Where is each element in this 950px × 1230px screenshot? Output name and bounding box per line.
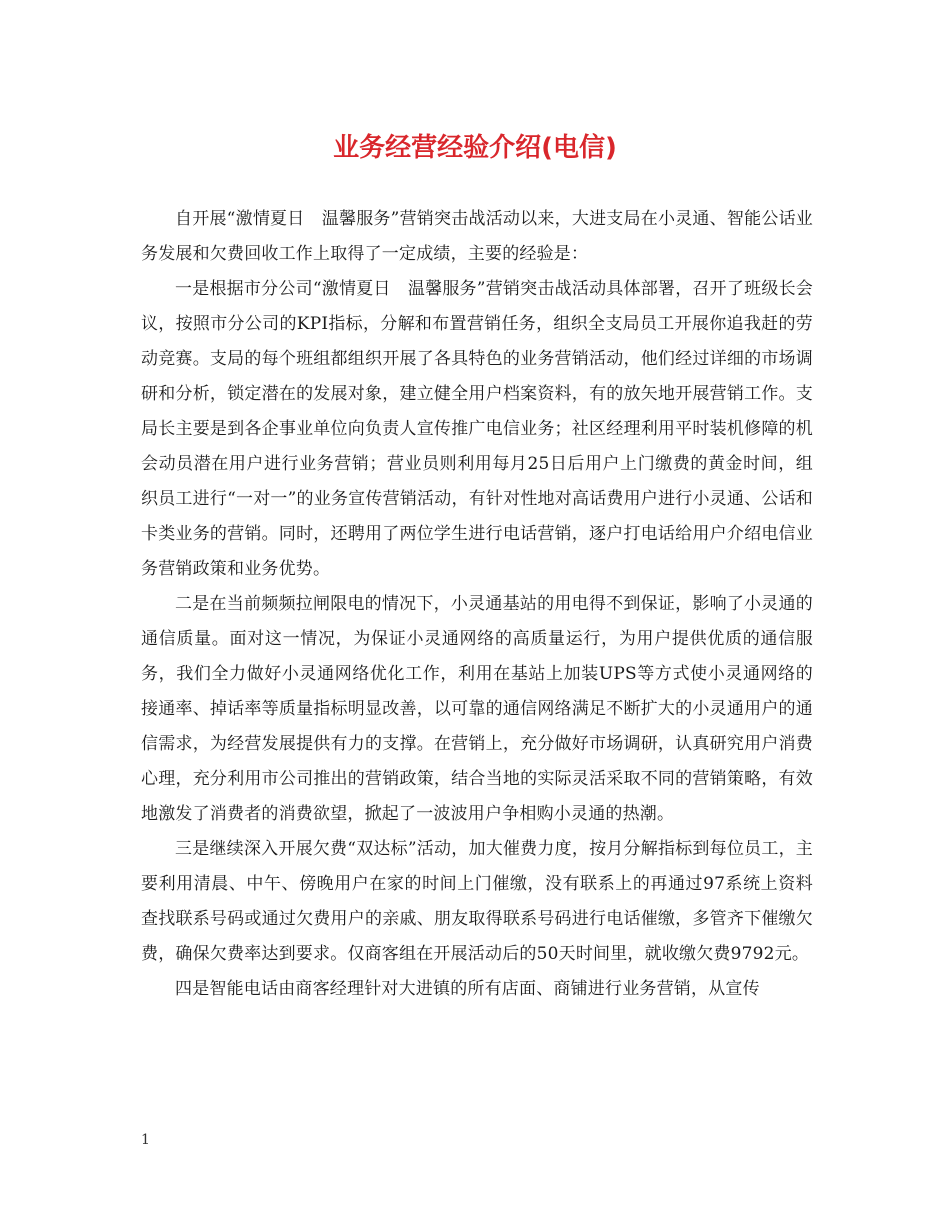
paragraph-point-one: 一是根据市分公司“激情夏日 温馨服务”营销突击战活动具体部署，召开了班级长会议，按照市分公司的KPI指标，分解和布置营销任务，组织全支局员工开展你追我赶的劳动竞赛。支局的每个班组都组织开展了各具特色的业务营销活动，他们经过详细的市场调研和分析，锁定潜在的发展对象，建立健全用户档案资料，有的放矢地开展营销工作。支局长主要是到各企事业单位向负责人宣传推广电信业务；社区经理利用平时装机修障的机会动员潜在用户进行业务营销；营业员则利用每月25日后用户上门缴费的黄金时间，组织员工进行“一对一”的业务宣传营销活动，有针对性地对高话费用户进行小灵通、公话和卡类业务的营销。同时，还聘用了两位学生进行电话营销，逐户打电话给用户介绍电信业务营销政策和业务优势。 [141, 279, 813, 579]
paragraph-intro: 自开展“激情夏日 温馨服务”营销突击战活动以来，大进支局在小灵通、智能公话业务发展和欠费回收工作上取得了一定成绩，主要的经验是： [141, 209, 813, 264]
page-title: 业务经营经验介绍(电信) [333, 133, 617, 163]
document-body [141, 202, 813, 1007]
paragraph-point-three: 三是继续深入开展欠费“双达标”活动，加大催费力度，按月分解指标到每位员工，主要利用清晨、中午、傍晚用户在家的时间上门催缴，没有联系上的再通过97系统上资料查找联系号码或通过欠费用户的亲戚、朋友取得联系号码进行电话催缴，多管齐下催缴欠费，确保欠费率达到要求。仅商客组在开展活动后的50天时间里，就收缴欠费9792元。 [141, 839, 813, 964]
paragraph-point-two: 二是在当前频频拉闸限电的情况下，小灵通基站的用电得不到保证，影响了小灵通的通信质量。面对这一情况，为保证小灵通网络的高质量运行，为用户提供优质的通信服务，我们全力做好小灵通网络优化工作，利用在基站上加装UPS等方式使小灵通网络的接通率、掉话率等质量指标明显改善，以可靠的通信网络满足不断扩大的小灵通用户的通信需求，为经营发展提供有力的支撑。在营销上，充分做好市场调研，认真研究用户消费心理，充分利用市公司推出的营销政策，结合当地的实际灵活采取不同的营销策略，有效地激发了消费者的消费欲望，掀起了一波波用户争相购小灵通的热潮。 [141, 594, 813, 824]
page-number: 1 [141, 1132, 150, 1148]
paragraph-point-four: 四是智能电话由商客经理针对大进镇的所有店面、商铺进行业务营销，从宣传 [175, 979, 760, 999]
